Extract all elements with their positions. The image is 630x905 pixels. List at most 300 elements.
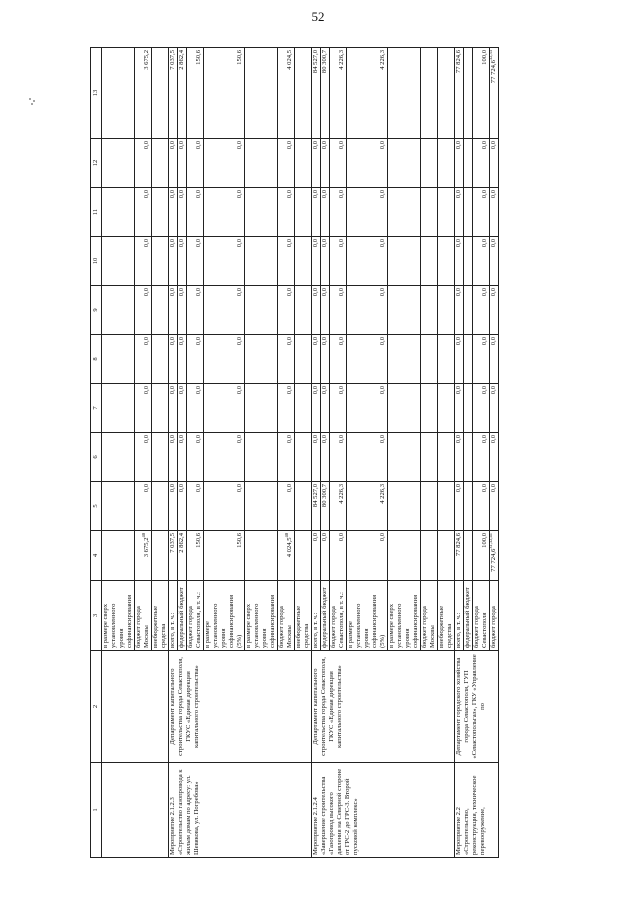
amount-value: 0,0 — [379, 288, 386, 297]
amount-cell — [187, 335, 204, 384]
amount-value: 0,0 — [338, 435, 345, 444]
amount-cell — [321, 237, 330, 286]
amount-cell — [473, 188, 490, 237]
rotated-table-container — [90, 48, 540, 858]
amount-cell — [321, 48, 330, 139]
amount-cell — [473, 335, 490, 384]
amount-cell — [278, 237, 295, 286]
amount-cell — [487, 48, 499, 139]
amount-cell — [169, 286, 178, 335]
amount-cell — [330, 139, 347, 188]
amount-cell — [438, 188, 455, 237]
amount-value: 0,0 — [338, 190, 345, 199]
funding-source-cell: бюджет города Москвы — [278, 581, 295, 651]
amount-cell — [187, 531, 204, 581]
amount-cell — [330, 237, 347, 286]
amount-cell — [330, 482, 347, 531]
amount-cell — [135, 48, 152, 139]
amount-value: 0,0 — [338, 239, 345, 248]
amount-cell — [135, 286, 152, 335]
amount-value: 0,0 — [236, 386, 243, 395]
amount-cell — [152, 237, 169, 286]
amount-cell — [312, 384, 321, 433]
amount-value: 0,0 — [490, 239, 497, 248]
amount-cell — [347, 482, 388, 531]
column-number-6: 6 — [91, 433, 102, 482]
amount-value: 0,0 — [195, 337, 202, 346]
footnote-reference: 40 — [140, 533, 146, 538]
amount-cell — [455, 237, 464, 286]
amount-cell — [455, 139, 464, 188]
amount-cell — [135, 384, 152, 433]
amount-value: 0,0 — [455, 288, 462, 297]
amount-cell — [204, 237, 245, 286]
amount-cell — [490, 433, 499, 482]
amount-cell — [487, 531, 499, 581]
amount-cell — [152, 335, 169, 384]
amount-cell — [278, 139, 295, 188]
amount-cell — [388, 433, 421, 482]
amount-cell — [245, 188, 278, 237]
amount-cell — [321, 335, 330, 384]
amount-cell — [330, 531, 347, 581]
amount-cell — [330, 286, 347, 335]
amount-cell — [388, 188, 421, 237]
amount-cell — [152, 139, 169, 188]
amount-cell — [312, 531, 321, 581]
amount-cell — [187, 384, 204, 433]
amount-cell — [330, 335, 347, 384]
amount-value: 0,0 — [178, 239, 185, 248]
amount-value: 0,0 — [169, 337, 176, 346]
amount-cell — [421, 433, 438, 482]
amount-cell — [245, 237, 278, 286]
amount-cell — [204, 433, 245, 482]
amount-cell — [204, 286, 245, 335]
column-number-11: 11 — [91, 188, 102, 237]
amount-value: 4 226,3 — [379, 50, 386, 70]
amount-cell — [295, 188, 312, 237]
amount-value: 0,0 — [379, 190, 386, 199]
amount-cell — [473, 48, 490, 139]
amount-cell — [187, 48, 204, 139]
amount-cell — [464, 139, 473, 188]
amount-cell — [102, 433, 135, 482]
amount-value: 0,0 — [455, 141, 462, 150]
amount-value: 0,0 — [490, 386, 497, 395]
funding-source-cell: бюджет города Севастополя — [473, 581, 490, 651]
amount-cell — [135, 482, 152, 531]
amount-value: 0,0 — [312, 288, 319, 297]
amount-cell — [204, 335, 245, 384]
amount-cell — [178, 188, 187, 237]
amount-cell — [152, 384, 169, 433]
column-number-1: 1 — [91, 763, 102, 858]
amount-cell — [473, 482, 490, 531]
amount-cell — [347, 139, 388, 188]
amount-cell — [347, 286, 388, 335]
amount-cell — [321, 482, 330, 531]
amount-value: 0,0 — [379, 435, 386, 444]
amount-cell — [347, 384, 388, 433]
amount-value: 0,0 — [338, 141, 345, 150]
amount-cell — [464, 48, 473, 139]
amount-cell — [464, 237, 473, 286]
amount-cell — [278, 433, 295, 482]
amount-cell — [464, 482, 473, 531]
amount-value: 0,0 — [169, 141, 176, 150]
amount-cell — [438, 384, 455, 433]
amount-cell — [278, 335, 295, 384]
amount-value: 0,0 — [481, 386, 488, 395]
amount-value: 0,0 — [195, 190, 202, 199]
amount-value: 0,0 — [178, 435, 185, 444]
amount-cell — [421, 286, 438, 335]
amount-value: 0,0 — [195, 386, 202, 395]
amount-value: 150,6 — [195, 533, 202, 548]
amount-cell — [438, 335, 455, 384]
amount-cell — [169, 48, 178, 139]
amount-cell — [464, 531, 473, 581]
amount-cell — [455, 531, 464, 581]
amount-cell — [245, 48, 278, 139]
column-number-2: 2 — [91, 651, 102, 763]
funding-source-cell: бюджет города Москвы — [421, 581, 438, 651]
amount-value: 0,0 — [490, 190, 497, 199]
amount-value: 4 024,5 — [286, 50, 293, 70]
amount-value: 0,0 — [169, 239, 176, 248]
table-row — [455, 48, 464, 858]
amount-cell — [438, 531, 455, 581]
funding-source-cell: в размере установленного уровня софинансирования (5%) — [204, 581, 245, 651]
amount-value: 0,0 — [455, 386, 462, 395]
funding-source-cell: бюджет города Севастополя, в т. ч.: — [187, 581, 204, 651]
amount-value: 0,0 — [143, 190, 150, 199]
amount-value: 77 724,6 — [490, 60, 497, 84]
amount-cell — [438, 139, 455, 188]
amount-value: 0,0 — [490, 435, 497, 444]
amount-value: 0,0 — [195, 484, 202, 493]
amount-value: 0,0 — [312, 337, 319, 346]
amount-cell — [178, 433, 187, 482]
amount-value: 0,0 — [490, 484, 497, 493]
amount-value: 0,0 — [312, 239, 319, 248]
column-number-9: 9 — [91, 286, 102, 335]
amount-cell — [178, 335, 187, 384]
amount-cell — [490, 237, 499, 286]
amount-value: 0,0 — [481, 337, 488, 346]
amount-cell — [204, 482, 245, 531]
amount-value: 0,0 — [143, 141, 150, 150]
amount-cell — [102, 335, 135, 384]
amount-value: 2 862,4 — [178, 533, 185, 553]
measure-cell: Мероприятие 2.2 «Строительство, реконструкция, техническое перевооружение, — [455, 763, 499, 858]
amount-cell — [455, 48, 464, 139]
amount-cell — [347, 188, 388, 237]
amount-cell — [152, 482, 169, 531]
amount-value: 0,0 — [490, 141, 497, 150]
amount-cell — [204, 139, 245, 188]
amount-value: 0,0 — [312, 141, 319, 150]
amount-value: 0,0 — [286, 435, 293, 444]
amount-value: 150,6 — [236, 533, 243, 548]
amount-cell — [169, 531, 178, 581]
amount-cell — [490, 139, 499, 188]
amount-value: 0,0 — [490, 337, 497, 346]
amount-cell — [473, 237, 490, 286]
amount-cell — [421, 188, 438, 237]
speck — [31, 103, 33, 105]
amount-value: 0,0 — [481, 484, 488, 493]
amount-cell — [421, 335, 438, 384]
amount-value: 0,0 — [195, 288, 202, 297]
amount-cell — [187, 139, 204, 188]
amount-cell — [245, 139, 278, 188]
amount-cell — [455, 433, 464, 482]
amount-cell — [347, 531, 388, 581]
amount-cell — [388, 286, 421, 335]
amount-value: 0,0 — [236, 337, 243, 346]
amount-cell — [135, 139, 152, 188]
amount-cell — [102, 286, 135, 335]
column-number-7: 7 — [91, 384, 102, 433]
executor-cell: Департамент городского хозяйства города Севастополя, ГУП «Севастопольгаз», ГКУ «Управление по — [455, 651, 499, 763]
budget-table — [90, 47, 499, 858]
amount-value: 0,0 — [312, 190, 319, 199]
amount-value: 0,0 — [143, 435, 150, 444]
amount-cell — [102, 482, 135, 531]
footnote-reference: 40 — [283, 533, 289, 538]
amount-cell — [312, 237, 321, 286]
amount-cell — [245, 482, 278, 531]
amount-cell — [347, 335, 388, 384]
amount-cell — [278, 384, 295, 433]
amount-cell — [347, 237, 388, 286]
amount-value: 0,0 — [321, 386, 328, 395]
amount-value: 77 824,6 — [455, 50, 462, 74]
amount-cell — [204, 188, 245, 237]
amount-value: 0,0 — [379, 533, 386, 542]
amount-value: 3 675,2 — [143, 50, 150, 70]
amount-value: 84 527,0 — [312, 50, 319, 74]
amount-value: 0,0 — [169, 288, 176, 297]
amount-cell — [312, 188, 321, 237]
amount-value: 0,0 — [481, 435, 488, 444]
amount-value: 77 724,6 — [490, 548, 497, 572]
amount-cell — [438, 482, 455, 531]
amount-cell — [438, 433, 455, 482]
amount-value: 4 226,3 — [379, 484, 386, 504]
footnote-reference: 32,33 — [487, 50, 493, 61]
amount-value: 7 037,5 — [169, 533, 176, 553]
measure-cell: Мероприятие 2.1.2.3 «Строительство газопровода к жилым домам по адресу: ул. Шевякова, ул. Погребова» — [169, 763, 312, 858]
funding-source-cell: бюджет города Москвы — [135, 581, 152, 651]
amount-cell — [388, 531, 421, 581]
measure-cell — [102, 763, 169, 858]
funding-source-cell: внебюджетные средства — [438, 581, 455, 651]
amount-cell — [455, 384, 464, 433]
amount-cell — [245, 433, 278, 482]
amount-value: 0,0 — [178, 484, 185, 493]
amount-value: 0,0 — [481, 239, 488, 248]
amount-value: 80 300,7 — [321, 484, 328, 508]
funding-source-cell: в размере установленного уровня софинансирования (5%) — [347, 581, 388, 651]
amount-cell — [102, 384, 135, 433]
funding-source-cell: всего, в т. ч.: — [312, 581, 321, 651]
amount-value: 4 226,3 — [338, 484, 345, 504]
amount-cell — [178, 237, 187, 286]
table-row — [102, 48, 135, 858]
funding-source-cell: внебюджетные средства — [152, 581, 169, 651]
amount-value: 0,0 — [321, 239, 328, 248]
amount-value: 0,0 — [178, 337, 185, 346]
amount-cell — [388, 48, 421, 139]
amount-value: 0,0 — [321, 288, 328, 297]
executor-cell: Департамент капитального строительства города Севастополя, ГКУС «Единая дирекция капитального строительства» — [169, 651, 312, 763]
amount-cell — [295, 48, 312, 139]
amount-cell — [330, 384, 347, 433]
amount-cell — [135, 433, 152, 482]
amount-cell — [295, 531, 312, 581]
amount-value: 0,0 — [321, 190, 328, 199]
page-number: 52 — [311, 9, 325, 24]
amount-value: 0,0 — [338, 288, 345, 297]
amount-cell — [278, 482, 295, 531]
amount-cell — [152, 188, 169, 237]
amount-cell — [455, 188, 464, 237]
amount-value: 0,0 — [321, 141, 328, 150]
scan-specks — [29, 98, 35, 104]
amount-value: 0,0 — [286, 484, 293, 493]
amount-value: 0,0 — [379, 386, 386, 395]
amount-value: 0,0 — [169, 484, 176, 493]
amount-cell — [438, 286, 455, 335]
measure-cell: Мероприятие 2.1.2.4 «Завершение строительства «Газопровод высокого давления на Северной стороне от ГРС-2 до ГРС-3. Второй пусковой комплекс» — [312, 763, 455, 858]
column-number-8: 8 — [91, 335, 102, 384]
amount-cell — [321, 188, 330, 237]
amount-value: 0,0 — [490, 288, 497, 297]
amount-value: 77 824,6 — [455, 533, 462, 557]
amount-value: 100,0 — [481, 50, 488, 65]
column-number-5: 5 — [91, 482, 102, 531]
amount-value: 3 675,2 — [143, 537, 150, 558]
amount-cell — [169, 384, 178, 433]
amount-cell — [278, 286, 295, 335]
amount-cell — [490, 286, 499, 335]
funding-source-cell: федеральный бюджет — [178, 581, 187, 651]
funding-source-cell: федеральный бюджет — [321, 581, 330, 651]
amount-cell — [421, 139, 438, 188]
funding-source-cell: внебюджетные средства — [295, 581, 312, 651]
amount-cell — [169, 335, 178, 384]
amount-value: 0,0 — [236, 484, 243, 493]
column-number-10: 10 — [91, 237, 102, 286]
table-body — [102, 48, 499, 858]
amount-cell — [152, 286, 169, 335]
amount-value: 0,0 — [379, 337, 386, 346]
amount-cell — [135, 237, 152, 286]
column-number-13: 13 — [91, 48, 102, 139]
amount-value: 0,0 — [481, 141, 488, 150]
speck — [33, 100, 35, 102]
amount-value: 0,0 — [312, 435, 319, 444]
amount-cell — [169, 482, 178, 531]
amount-cell — [464, 335, 473, 384]
amount-cell — [438, 237, 455, 286]
amount-cell — [178, 286, 187, 335]
amount-cell — [295, 237, 312, 286]
amount-value: 0,0 — [236, 239, 243, 248]
funding-source-cell: всего, в т. ч.: — [455, 581, 464, 651]
amount-cell — [102, 531, 135, 581]
amount-value: 0,0 — [236, 141, 243, 150]
amount-cell — [438, 48, 455, 139]
amount-value: 0,0 — [195, 435, 202, 444]
amount-value: 0,0 — [178, 141, 185, 150]
amount-cell — [490, 188, 499, 237]
amount-cell — [388, 139, 421, 188]
table-row — [312, 48, 321, 858]
table-row — [169, 48, 178, 858]
amount-cell — [388, 335, 421, 384]
amount-cell — [278, 188, 295, 237]
amount-cell — [204, 48, 245, 139]
amount-cell — [388, 237, 421, 286]
speck — [29, 98, 31, 100]
amount-cell — [473, 384, 490, 433]
funding-source-cell: в размере сверх установленного уровня софинансирования — [388, 581, 421, 651]
amount-cell — [321, 384, 330, 433]
amount-cell — [312, 48, 321, 139]
amount-value: 0,0 — [178, 386, 185, 395]
amount-cell — [102, 188, 135, 237]
amount-cell — [295, 482, 312, 531]
amount-value: 0,0 — [286, 190, 293, 199]
amount-cell — [490, 482, 499, 531]
amount-value: 0,0 — [312, 533, 319, 542]
amount-value: 0,0 — [195, 239, 202, 248]
amount-cell — [169, 188, 178, 237]
amount-value: 2 862,4 — [178, 50, 185, 70]
amount-value: 0,0 — [178, 288, 185, 297]
amount-cell — [388, 482, 421, 531]
amount-cell — [421, 48, 438, 139]
amount-value: 0,0 — [286, 141, 293, 150]
amount-cell — [347, 48, 388, 139]
amount-cell — [464, 286, 473, 335]
amount-value: 0,0 — [236, 435, 243, 444]
amount-cell — [312, 286, 321, 335]
amount-cell — [455, 335, 464, 384]
amount-cell — [278, 531, 295, 581]
amount-cell — [102, 237, 135, 286]
amount-value: 100,0 — [481, 533, 488, 548]
amount-value: 0,0 — [321, 533, 328, 542]
amount-value: 0,0 — [143, 337, 150, 346]
amount-cell — [178, 139, 187, 188]
amount-cell — [421, 482, 438, 531]
amount-cell — [187, 188, 204, 237]
amount-cell — [330, 48, 347, 139]
column-number-4: 4 — [91, 531, 102, 581]
amount-value: 0,0 — [455, 435, 462, 444]
amount-cell — [278, 48, 295, 139]
amount-cell — [152, 433, 169, 482]
amount-value: 150,6 — [236, 50, 243, 65]
amount-value: 0,0 — [455, 239, 462, 248]
amount-cell — [455, 286, 464, 335]
column-number-12: 12 — [91, 139, 102, 188]
